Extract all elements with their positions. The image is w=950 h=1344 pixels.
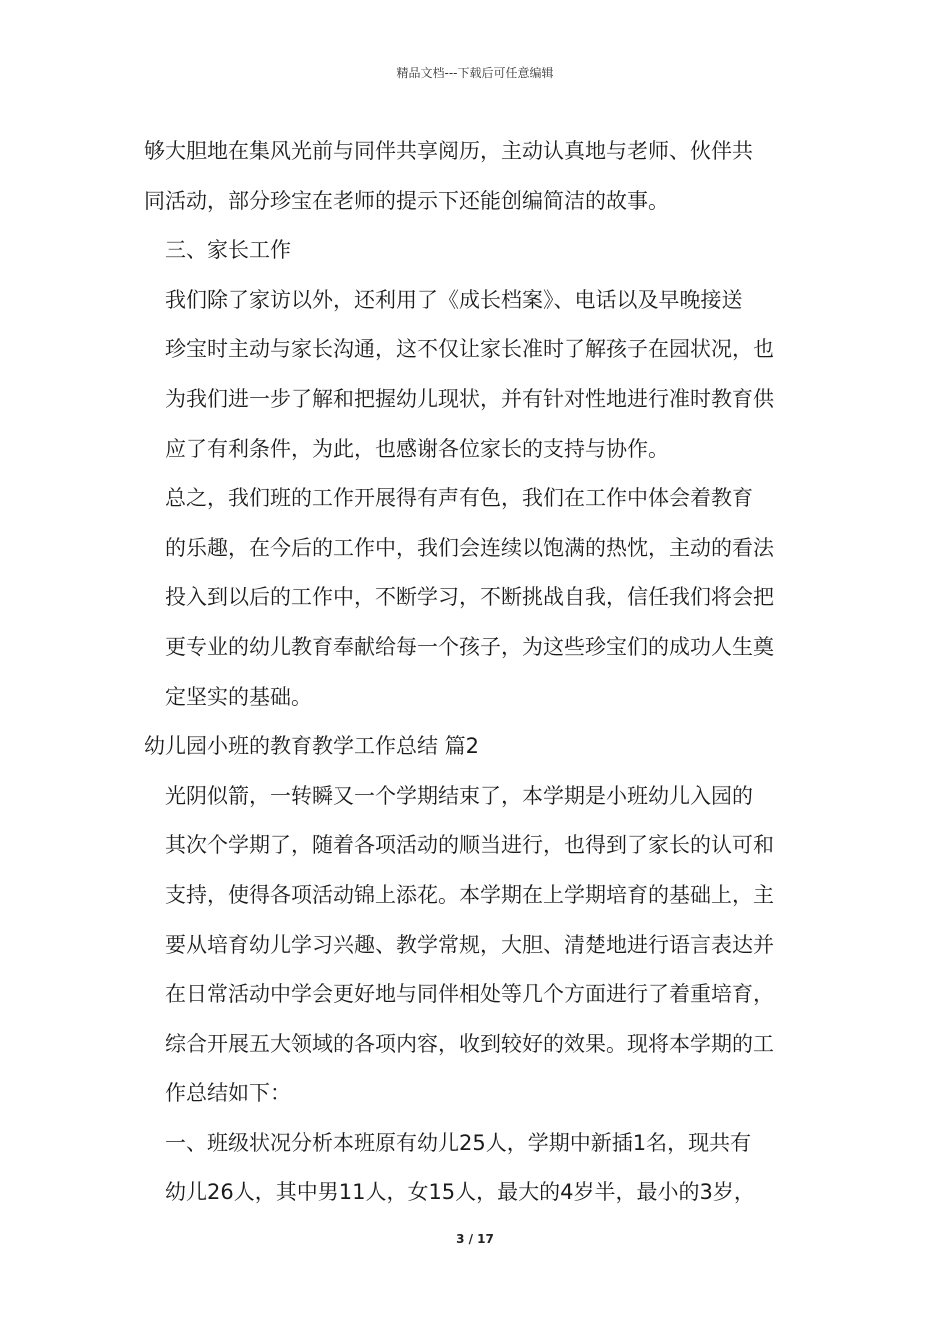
paragraph-intro bbox=[144, 772, 808, 1119]
text-line: 应了有利条件，为此，也感谢各位家长的支持与协作。 bbox=[165, 436, 669, 461]
page-header: 精品文档---下载后可任意编辑 bbox=[396, 66, 554, 80]
text-line: 定坚实的基础。 bbox=[165, 684, 312, 709]
text-line: 支持，使得各项活动锦上添花。本学期在上学期培育的基础上，主 bbox=[165, 882, 774, 907]
text-line: 我们除了家访以外，还利用了《成长档案》、电话以及早晚接送 bbox=[165, 287, 743, 312]
text-line: 在日常活动中学会更好地与同伴相处等几个方面进行了着重培育， bbox=[165, 982, 774, 1007]
document-body bbox=[144, 127, 808, 1218]
text-line: 珍宝时主动与家长沟通，这不仅让家长准时了解孩子在园状况，也 bbox=[165, 337, 774, 362]
paragraph-parent-work bbox=[144, 276, 808, 474]
text-line: 幼儿26人，其中男11人，女15人，最大的4岁半，最小的3岁， bbox=[165, 1180, 755, 1205]
article-title-part-2 bbox=[144, 722, 808, 772]
text-line: 投入到以后的工作中，不断学习，不断挑战自我，信任我们将会把 bbox=[165, 585, 774, 610]
page-number: 3 / 17 bbox=[456, 1232, 494, 1246]
text-line: 更专业的幼儿教育奉献给每一个孩子，为这些珍宝们的成功人生奠 bbox=[165, 634, 774, 659]
section-heading-parents bbox=[144, 226, 808, 276]
paragraph-continuation bbox=[144, 127, 808, 226]
text-line: 为我们进一步了解和把握幼儿现状，并有针对性地进行准时教育供 bbox=[165, 386, 774, 411]
paragraph-conclusion bbox=[144, 474, 808, 722]
text-line: 一、班级状况分析本班原有幼儿25人，学期中新插1名，现共有 bbox=[165, 1130, 752, 1155]
text-line: 其次个学期了，随着各项活动的顺当进行，也得到了家长的认可和 bbox=[165, 833, 774, 858]
text-line: 幼儿园小班的教育教学工作总结 篇2 bbox=[144, 734, 480, 759]
paragraph-class-analysis bbox=[144, 1119, 808, 1218]
text-line: 三、家长工作 bbox=[165, 238, 291, 263]
text-line: 作总结如下： bbox=[165, 1081, 291, 1106]
text-line: 综合开展五大领域的各项内容，收到较好的效果。现将本学期的工 bbox=[165, 1031, 774, 1056]
text-line: 够大胆地在集风光前与同伴共享阅历，主动认真地与老师、伙伴共 bbox=[144, 139, 753, 163]
text-line: 总之，我们班的工作开展得有声有色，我们在工作中体会着教育 bbox=[165, 486, 753, 511]
text-line: 同活动，部分珍宝在老师的提示下还能创编简洁的故事。 bbox=[144, 188, 669, 213]
text-line: 的乐趣，在今后的工作中，我们会连续以饱满的热忱，主动的看法 bbox=[165, 535, 774, 560]
text-line: 要从培育幼儿学习兴趣、教学常规，大胆、清楚地进行语言表达并 bbox=[165, 932, 774, 957]
text-line: 光阴似箭，一转瞬又一个学期结束了，本学期是小班幼儿入园的 bbox=[165, 783, 753, 808]
